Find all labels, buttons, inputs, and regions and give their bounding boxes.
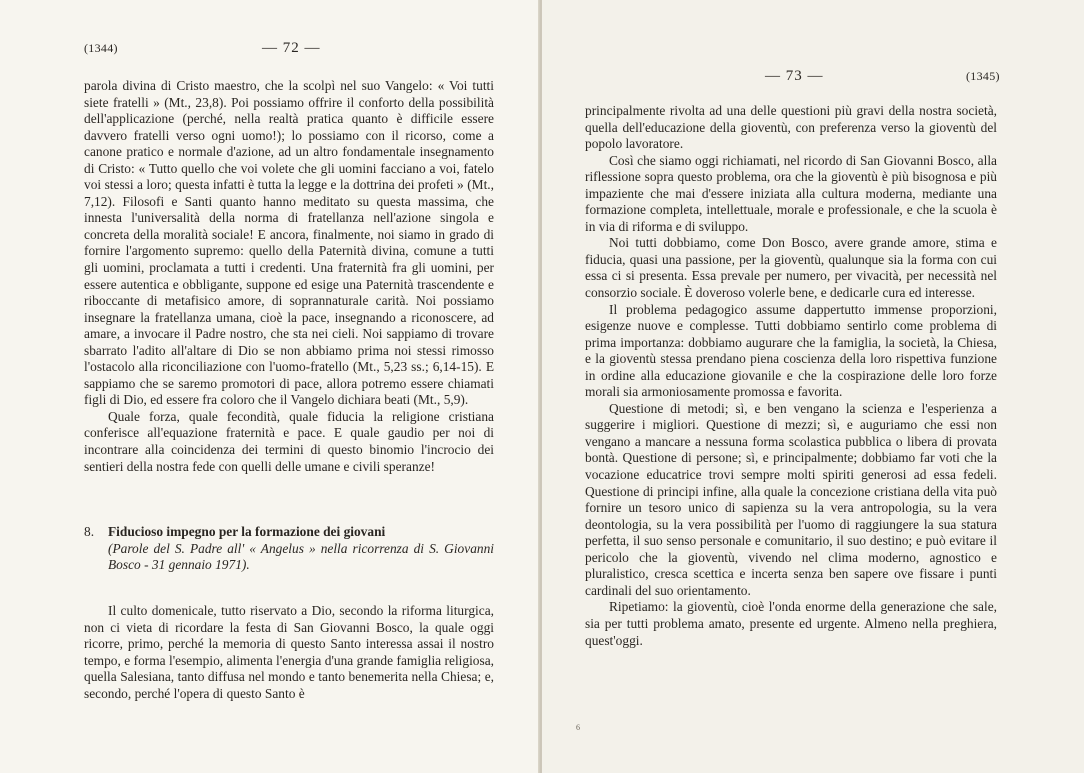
right-paragraph-4: Il problema pedagogico assume dappertutto immense proporzioni, esigenze nuove e complesse. Tutti dobbiamo sentirlo come problema di prima importanza: dobbiamo augurare che la famiglia, la società, la Chiesa, e la gioventù stessa prendano piena coscienza della loro rispettiva funzione in ordine alla educazione giovanile e che la cospirazione delle loro forze morali sia armoniosamente promossa e favorita. (585, 301, 997, 400)
left-closing-text (84, 603, 494, 702)
left-page-number: — 72 — (262, 40, 321, 56)
right-paragraph-6: Ripetiamo: la gioventù, cioè l'onda enorme della generazione che sale, sia per tutti problema amato, presente ed urgente. Almeno nella preghiera, quest'oggi. (585, 599, 997, 648)
left-paragraph-2: Quale forza, quale fecondità, quale fiducia la religione cristiana conferisce all'equazione fraternità e pace. E quale gaudio per noi di incontrare alla coincidenza dei termini di questo binomio l'incrocio dei sentieri della nostra fede con quelli delle umane e civili speranze! (84, 408, 494, 474)
section-title: Fiducioso impegno per la formazione dei giovani (108, 524, 386, 539)
left-paragraph-1: parola divina di Cristo maestro, che la scolpì nel suo Vangelo: « Voi tutti siete fratelli » (Mt., 23,8). Poi possiamo offrire il conforto della possibilità dell'applicazione (perché, nella realtà pratica quanto è difficile essere davvero fratelli verso ogni uomo!); lo possiamo con il ricorso, come a canone pratico e normale d'azione, ad un altro fondamentale insegnamento di Cristo: « Tutto quello che voi volete che gli uomini facciano a voi, fatelo voi stessi a loro; questa infatti è tutta la legge e la dottrina dei profeti » (Mt., 7,12). Filosofi e Santi quanto hanno meditato su questa massima, che innesta l'universalità della norma di fratellanza nell'azione singola e concreta della moralità sociale! E ancora, finalmente, noi siamo in grado di fornire l'argomento supremo: quello della Paternità divina, comune a tutti gli uomini, proclamata a tutti i credenti. Una fraternità fra gli uomini, per essere autentica e obbligante, suppone ed esige una Paternità trascendente e riboccante di metafisico amore, di soprannaturale carità. Noi possiamo insegnare la fratellanza umana, cioè la pace, insegnando a riconoscere, ad amare, a invocare il Padre nostro, che sta nei cieli. Noi sappiamo di trovare sbarrato l'adito all'altare di Dio se non abbiamo prima noi stessi rimosso l'ostacolo alla riconciliazione con l'uomo-fratello (Mt., 5,23 ss.; 6,14-15). E sappiamo che se saremo promotori di pace, allora potremo essere chiamati figli di Dio, ed essere fra coloro che il Vangelo dichiara beati (Mt., 5,9). (84, 78, 494, 408)
right-paragraph-2: Così che siamo oggi richiamati, nel ricordo di San Giovanni Bosco, alla riflessione sopra questo problema, ora che la gioventù è più bisognosa e più impaziente che mai d'essere iniziata alla cultura moderna, mediante una formazione completa, intellettuale, morale e professionale, e che la scuola è in via di riforma e di sviluppo. (585, 152, 997, 234)
section-heading (84, 524, 494, 574)
right-paragraph-1: principalmente rivolta ad una delle questioni più gravi della nostra società, quella dell'educazione della gioventù, con preferenza verso la gioventù del popolo lavoratore. (585, 103, 997, 152)
left-body-text (84, 78, 494, 475)
right-paragraph-5: Questione di metodi; sì, e ben vengano la scienza e l'esperienza a suggerire i migliori. Questione di mezzi; sì, e auguriamo che essi non vengano a mancare a nessuna forma scolastica pubblica o libera di provata bontà. Questione di persone; sì, e principalmente; dobbiamo far voti che la vocazione educatrice trovi sempre molti spiriti generosi ad essa fedeli. Questione di principi infine, alla quale la concezione cristiana della vita può fornire un tesoro unico di sapienza su la vera antropologia, su la vera deontologia, su la vera possibilità per l'uomo di raggiungere la sua statura perfetta, il suo senso personale e comunitario, il suo destino; e può evitare il pericolo che la gioventù, vivendo nel clima moderno, agnostico e pluralistico, cresca scettica e incerta senza ben sapere ove fissare i punti cardinali del suo orientamento. (585, 400, 997, 598)
right-body-text (585, 103, 997, 649)
right-page (542, 0, 1084, 773)
section-number: 8. (84, 524, 95, 539)
right-page-number: — 73 — (765, 68, 824, 84)
left-page (0, 0, 540, 773)
left-paren-page-number: (1344) (84, 41, 118, 55)
right-paragraph-3: Noi tutti dobbiamo, come Don Bosco, avere grande amore, stima e fiducia, quasi una passione, per la gioventù, qualunque sia la forma con cui essa ci si presenta. Essa prevale per numero, per vivacità, per necessità nel consorzio sociale. È doveroso volerle bene, e dedicarle cura ed interesse. (585, 235, 997, 301)
section-subtitle: (Parole del S. Padre all' « Angelus » nella ricorrenza di S. Giovanni Bosco - 31 gennaio 1971). (108, 540, 494, 573)
left-closing-paragraph: Il culto domenicale, tutto riservato a Dio, secondo la riforma liturgica, non ci vieta di ricordare la festa di San Giovanni Bosco, la quale oggi ricorre, primo, perché la memoria di questo Santo interessa assai il nostro tempo, e forma l'esempio, alimenta l'energia d'una grande famiglia religiosa, quella Salesiana, tanto diffusa nel mondo e tanto benemerita nella Chiesa; e, secondo, perché l'opera di questo Santo è (84, 603, 494, 701)
footer-mark: 6 (576, 723, 580, 732)
right-paren-page-number: (1345) (966, 69, 1000, 83)
